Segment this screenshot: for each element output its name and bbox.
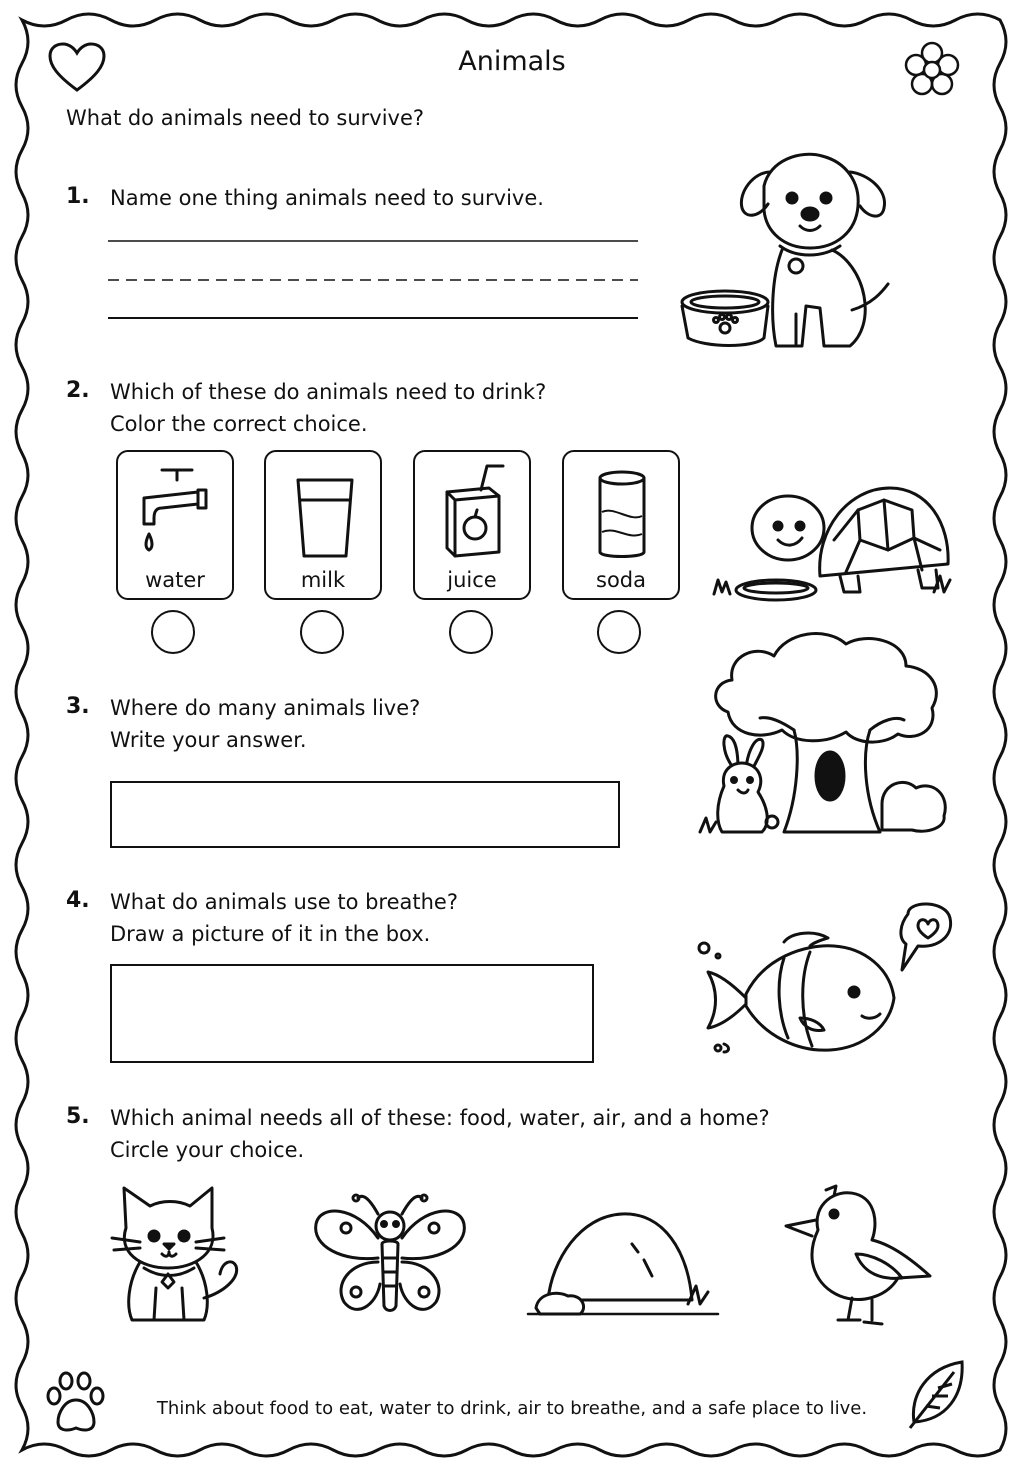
turtle-illustration xyxy=(708,480,958,610)
question-3-line-1: Where do many animals live? xyxy=(110,696,421,720)
choice-card-milk[interactable] xyxy=(264,450,382,600)
answer-box-habitat[interactable] xyxy=(110,781,620,848)
answer-bubble-milk[interactable] xyxy=(300,610,344,654)
dog-illustration xyxy=(676,146,916,358)
footer-hint: Think about food to eat, water to drink, air to breathe, and a safe place to live. xyxy=(156,1398,868,1419)
leaf-icon xyxy=(906,1360,966,1430)
page-title: Animals xyxy=(458,46,566,77)
bird-option[interactable] xyxy=(782,1184,936,1330)
choice-card-water[interactable] xyxy=(116,450,234,600)
choice-label-water: water xyxy=(145,568,205,592)
rock-option[interactable] xyxy=(528,1204,718,1324)
butterfly-option[interactable] xyxy=(312,1188,468,1322)
question-2-line-2: Color the correct choice. xyxy=(110,412,368,436)
question-5-line-2: Circle your choice. xyxy=(110,1138,305,1162)
question-2-line-1: Which of these do animals need to drink? xyxy=(110,380,547,404)
answer-bubble-water[interactable] xyxy=(151,610,195,654)
choice-card-soda[interactable] xyxy=(562,450,680,600)
question-3-number: 3. xyxy=(66,694,90,719)
question-4-line-1: What do animals use to breathe? xyxy=(110,890,458,914)
choice-label-milk: milk xyxy=(300,568,346,592)
question-1-number: 1. xyxy=(66,184,90,209)
question-5-line-1: Which animal needs all of these: food, water, air, and a home? xyxy=(110,1106,770,1130)
tree-and-bunny-illustration xyxy=(676,626,956,852)
choice-label-soda: soda xyxy=(596,568,646,592)
question-3-line-2: Write your answer. xyxy=(110,728,307,752)
choice-card-juice[interactable] xyxy=(413,450,531,600)
answer-bubble-soda[interactable] xyxy=(597,610,641,654)
question-4-number: 4. xyxy=(66,888,90,913)
answer-bubble-juice[interactable] xyxy=(449,610,493,654)
fish-illustration xyxy=(694,898,964,1068)
cat-option[interactable] xyxy=(104,1182,244,1326)
question-2-number: 2. xyxy=(66,378,90,403)
question-5-number: 5. xyxy=(66,1104,90,1129)
question-1-text: Name one thing animals need to survive. xyxy=(110,186,544,210)
intro-question: What do animals need to survive? xyxy=(66,106,425,130)
handwriting-lines[interactable] xyxy=(108,236,640,326)
question-4-line-2: Draw a picture of it in the box. xyxy=(110,922,431,946)
drawing-box-breathe[interactable] xyxy=(110,964,594,1063)
choice-label-juice: juice xyxy=(447,568,497,592)
